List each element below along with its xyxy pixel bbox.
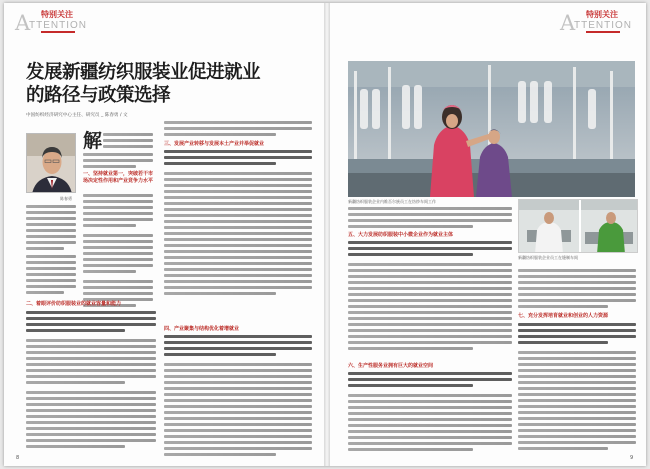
section-heading-2: 二、着眼评价纺织服装业的就业容量和能力 (26, 301, 122, 307)
accent-bar (41, 31, 75, 33)
section-initial-right: A (560, 11, 576, 35)
right-page (330, 3, 646, 466)
section-heading-5: 五、大力发展纺织服装中小微企业作为就业主体 (348, 232, 454, 238)
title-line-2: 的路径与政策选择 (26, 85, 171, 106)
body-text-5 (164, 335, 312, 459)
section-heading-3: 三、发展产业转移与发展本土产业并举促就业 (164, 141, 265, 147)
factory-photo-small (518, 199, 638, 253)
section-banner-left (12, 9, 102, 35)
body-text-10 (518, 323, 636, 453)
body-text-2 (26, 311, 156, 451)
body-text-9 (518, 269, 636, 311)
title-line-1: 发展新疆纺织服装业促进就业 (26, 62, 261, 83)
intro-text-a (103, 133, 153, 151)
article-title (26, 61, 316, 107)
body-text-7 (348, 241, 512, 353)
magazine-spread (4, 3, 646, 466)
body-text-1c (26, 255, 76, 297)
section-heading-6: 六、生产性服务业拥有巨大的就业空间 (348, 363, 434, 369)
section-label-en-right: TTENTION (574, 20, 632, 31)
accent-bar-right (586, 31, 620, 33)
section-banner-right (556, 9, 646, 35)
section-label-cn: 特别关注 (41, 10, 73, 19)
section-heading-4: 四、产业聚集与结构优化着增就业 (164, 326, 240, 332)
author-portrait (26, 133, 76, 193)
portrait-caption: 陈春勇 (60, 196, 72, 201)
body-text-1b (26, 205, 76, 253)
section-label-en: TTENTION (29, 20, 87, 31)
section-heading-1: 一、坚持就业第一，突破若干市场决定性作用和产业竞争力水平 (83, 171, 154, 184)
left-page (4, 3, 324, 466)
photo-caption-large: 新疆纺织服装企业内维吾尔族员工在纺纱车间工作 (348, 199, 436, 204)
section-heading-7: 七、充分发挥培育就业和创业的人力资源 (518, 313, 609, 319)
body-text-1 (83, 194, 153, 310)
intro-text-b (83, 153, 153, 171)
page-number-left: 8 (16, 455, 20, 461)
body-text-4 (164, 150, 312, 298)
body-text-3 (164, 121, 312, 139)
page-number-right: 9 (630, 455, 634, 461)
byline: 中国纺织经济研究中心主任、研究员 _ 陈春勇 / 文 (26, 113, 128, 118)
body-text-8 (348, 372, 512, 454)
photo-caption-small: 新疆纺织服装企业员工在缝制车间 (518, 255, 578, 260)
section-label-cn-right: 特别关注 (586, 10, 618, 19)
drop-cap: 解 (83, 130, 103, 152)
section-initial: A (15, 11, 31, 35)
factory-photo-large (348, 61, 635, 197)
body-text-6 (348, 207, 512, 231)
